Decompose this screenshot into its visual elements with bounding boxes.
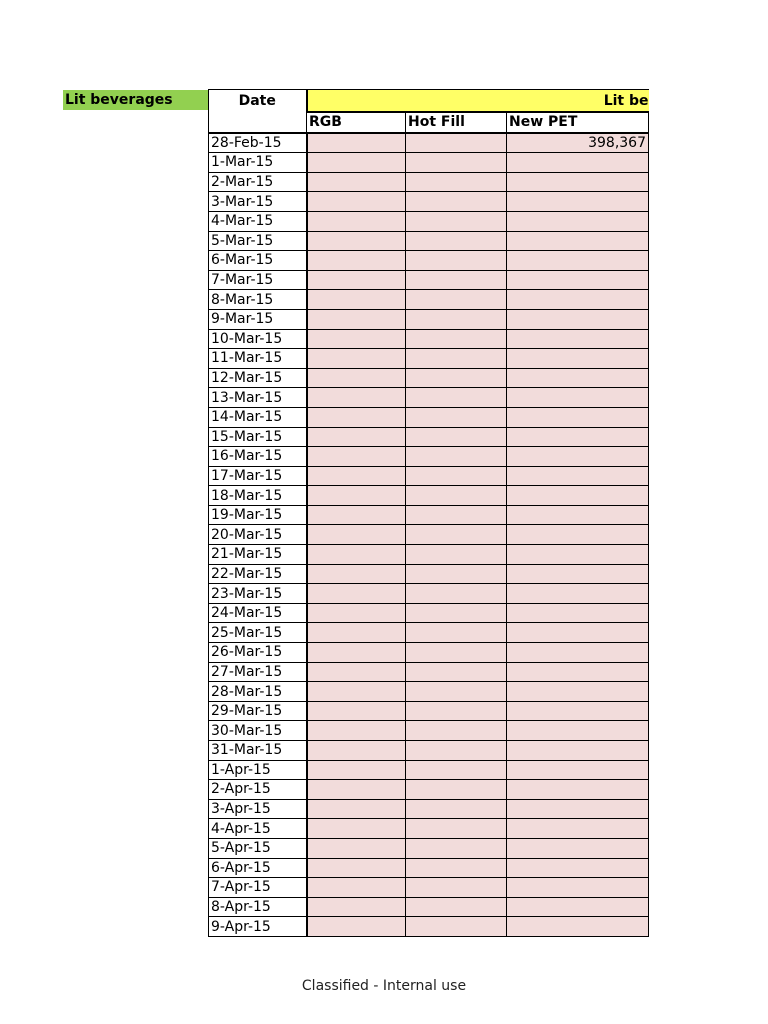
new-pet-cell[interactable] bbox=[507, 819, 649, 839]
date-cell: 2-Mar-15 bbox=[209, 172, 307, 192]
table-row bbox=[209, 251, 649, 271]
date-cell: 1-Apr-15 bbox=[209, 760, 307, 780]
date-cell: 6-Mar-15 bbox=[209, 251, 307, 271]
new-pet-cell[interactable] bbox=[507, 525, 649, 545]
hot-fill-cell[interactable] bbox=[406, 290, 507, 310]
date-cell: 9-Mar-15 bbox=[209, 309, 307, 329]
hot-fill-cell[interactable] bbox=[406, 486, 507, 506]
rgb-cell[interactable] bbox=[307, 682, 406, 702]
rgb-cell[interactable] bbox=[307, 819, 406, 839]
new-pet-cell[interactable] bbox=[507, 545, 649, 565]
date-cell: 27-Mar-15 bbox=[209, 662, 307, 682]
date-cell: 9-Apr-15 bbox=[209, 917, 307, 937]
date-cell: 5-Mar-15 bbox=[209, 231, 307, 251]
rgb-cell[interactable] bbox=[307, 623, 406, 643]
new-pet-cell[interactable] bbox=[507, 623, 649, 643]
date-cell: 11-Mar-15 bbox=[209, 349, 307, 369]
new-pet-cell[interactable] bbox=[507, 760, 649, 780]
hot-fill-cell[interactable] bbox=[406, 917, 507, 937]
hot-fill-cell[interactable] bbox=[406, 466, 507, 486]
rgb-cell[interactable] bbox=[307, 349, 406, 369]
group-header-lit-beverages: Lit be bbox=[307, 90, 649, 113]
date-cell: 2-Apr-15 bbox=[209, 780, 307, 800]
date-cell: 26-Mar-15 bbox=[209, 643, 307, 663]
date-cell: 10-Mar-15 bbox=[209, 329, 307, 349]
date-cell: 20-Mar-15 bbox=[209, 525, 307, 545]
new-pet-cell[interactable] bbox=[507, 290, 649, 310]
rgb-cell[interactable] bbox=[307, 427, 406, 447]
table-row bbox=[209, 799, 649, 819]
table-row bbox=[209, 172, 649, 192]
new-pet-cell[interactable] bbox=[507, 780, 649, 800]
new-pet-cell[interactable] bbox=[507, 211, 649, 231]
date-cell: 31-Mar-15 bbox=[209, 741, 307, 761]
new-pet-cell[interactable] bbox=[507, 447, 649, 467]
date-cell: 18-Mar-15 bbox=[209, 486, 307, 506]
table-row bbox=[209, 290, 649, 310]
hot-fill-cell[interactable] bbox=[406, 682, 507, 702]
hot-fill-cell[interactable] bbox=[406, 897, 507, 917]
date-cell: 19-Mar-15 bbox=[209, 505, 307, 525]
date-cell: 4-Apr-15 bbox=[209, 819, 307, 839]
column-header-hot-fill: Hot Fill bbox=[406, 112, 507, 133]
new-pet-cell[interactable] bbox=[507, 917, 649, 937]
table-row bbox=[209, 525, 649, 545]
date-header: Date bbox=[209, 90, 307, 113]
rgb-cell[interactable] bbox=[307, 878, 406, 898]
hot-fill-cell[interactable] bbox=[406, 878, 507, 898]
rgb-cell[interactable] bbox=[307, 231, 406, 251]
table-row bbox=[209, 447, 649, 467]
rgb-cell[interactable] bbox=[307, 505, 406, 525]
table-row bbox=[209, 701, 649, 721]
table-row bbox=[209, 368, 649, 388]
date-header-blank bbox=[209, 112, 307, 133]
table-row bbox=[209, 623, 649, 643]
table-row bbox=[209, 760, 649, 780]
table-row bbox=[209, 643, 649, 663]
rgb-cell[interactable] bbox=[307, 486, 406, 506]
hot-fill-cell[interactable] bbox=[406, 799, 507, 819]
table-row bbox=[209, 858, 649, 878]
rgb-cell[interactable] bbox=[307, 838, 406, 858]
hot-fill-cell[interactable] bbox=[406, 447, 507, 467]
hot-fill-cell[interactable] bbox=[406, 211, 507, 231]
new-pet-cell[interactable] bbox=[507, 897, 649, 917]
table-row bbox=[209, 897, 649, 917]
date-cell: 23-Mar-15 bbox=[209, 584, 307, 604]
hot-fill-cell[interactable] bbox=[406, 407, 507, 427]
table-row bbox=[209, 505, 649, 525]
table-row bbox=[209, 545, 649, 565]
rgb-cell[interactable] bbox=[307, 643, 406, 663]
hot-fill-cell[interactable] bbox=[406, 349, 507, 369]
hot-fill-cell[interactable] bbox=[406, 545, 507, 565]
hot-fill-cell[interactable] bbox=[406, 858, 507, 878]
rgb-cell[interactable] bbox=[307, 780, 406, 800]
new-pet-cell[interactable] bbox=[507, 741, 649, 761]
hot-fill-cell[interactable] bbox=[406, 603, 507, 623]
hot-fill-cell[interactable] bbox=[406, 760, 507, 780]
new-pet-cell[interactable] bbox=[507, 799, 649, 819]
hot-fill-cell[interactable] bbox=[406, 584, 507, 604]
date-cell: 17-Mar-15 bbox=[209, 466, 307, 486]
date-cell: 14-Mar-15 bbox=[209, 407, 307, 427]
rgb-cell[interactable] bbox=[307, 917, 406, 937]
rgb-cell[interactable] bbox=[307, 545, 406, 565]
date-cell: 21-Mar-15 bbox=[209, 545, 307, 565]
hot-fill-cell[interactable] bbox=[406, 623, 507, 643]
date-cell: 24-Mar-15 bbox=[209, 603, 307, 623]
new-pet-cell[interactable] bbox=[507, 309, 649, 329]
table-row bbox=[209, 466, 649, 486]
hot-fill-cell[interactable] bbox=[406, 721, 507, 741]
date-cell: 4-Mar-15 bbox=[209, 211, 307, 231]
hot-fill-cell[interactable] bbox=[406, 368, 507, 388]
new-pet-cell[interactable] bbox=[507, 153, 649, 173]
new-pet-cell[interactable] bbox=[507, 251, 649, 271]
column-header-new-pet: New PET bbox=[507, 112, 649, 133]
table-row bbox=[209, 917, 649, 937]
rgb-cell[interactable] bbox=[307, 290, 406, 310]
date-cell: 15-Mar-15 bbox=[209, 427, 307, 447]
hot-fill-cell[interactable] bbox=[406, 427, 507, 447]
hot-fill-cell[interactable] bbox=[406, 251, 507, 271]
new-pet-cell[interactable] bbox=[507, 466, 649, 486]
table-row bbox=[209, 153, 649, 173]
hot-fill-cell[interactable] bbox=[406, 309, 507, 329]
table-row bbox=[209, 564, 649, 584]
rgb-cell[interactable] bbox=[307, 564, 406, 584]
new-pet-cell[interactable] bbox=[507, 838, 649, 858]
date-cell: 7-Mar-15 bbox=[209, 270, 307, 290]
table-row bbox=[209, 211, 649, 231]
hot-fill-cell[interactable] bbox=[406, 133, 507, 153]
new-pet-cell[interactable] bbox=[507, 231, 649, 251]
new-pet-cell[interactable] bbox=[507, 407, 649, 427]
rgb-cell[interactable] bbox=[307, 447, 406, 467]
spreadsheet-table-viewport bbox=[208, 89, 649, 937]
hot-fill-cell[interactable] bbox=[406, 192, 507, 212]
new-pet-cell[interactable] bbox=[507, 486, 649, 506]
rgb-cell[interactable] bbox=[307, 133, 406, 153]
column-header-row bbox=[209, 112, 649, 133]
new-pet-cell[interactable] bbox=[507, 643, 649, 663]
date-cell: 6-Apr-15 bbox=[209, 858, 307, 878]
date-cell: 12-Mar-15 bbox=[209, 368, 307, 388]
date-cell: 29-Mar-15 bbox=[209, 701, 307, 721]
hot-fill-cell[interactable] bbox=[406, 388, 507, 408]
rgb-cell[interactable] bbox=[307, 309, 406, 329]
date-cell: 3-Apr-15 bbox=[209, 799, 307, 819]
date-cell: 28-Feb-15 bbox=[209, 133, 307, 153]
hot-fill-cell[interactable] bbox=[406, 780, 507, 800]
rgb-cell[interactable] bbox=[307, 251, 406, 271]
hot-fill-cell[interactable] bbox=[406, 741, 507, 761]
date-cell: 25-Mar-15 bbox=[209, 623, 307, 643]
hot-fill-cell[interactable] bbox=[406, 172, 507, 192]
table-body bbox=[209, 133, 649, 937]
new-pet-cell[interactable] bbox=[507, 603, 649, 623]
date-cell: 22-Mar-15 bbox=[209, 564, 307, 584]
new-pet-cell[interactable] bbox=[507, 270, 649, 290]
new-pet-cell[interactable] bbox=[507, 564, 649, 584]
date-cell: 5-Apr-15 bbox=[209, 838, 307, 858]
column-header-rgb: RGB bbox=[307, 112, 406, 133]
date-cell: 1-Mar-15 bbox=[209, 153, 307, 173]
rgb-cell[interactable] bbox=[307, 584, 406, 604]
new-pet-cell[interactable] bbox=[507, 662, 649, 682]
table-row bbox=[209, 662, 649, 682]
hot-fill-cell[interactable] bbox=[406, 701, 507, 721]
rgb-cell[interactable] bbox=[307, 172, 406, 192]
table-row bbox=[209, 721, 649, 741]
hot-fill-cell[interactable] bbox=[406, 643, 507, 663]
date-cell: 13-Mar-15 bbox=[209, 388, 307, 408]
table-row bbox=[209, 270, 649, 290]
table-row bbox=[209, 878, 649, 898]
new-pet-cell[interactable]: 398,367 bbox=[507, 133, 649, 153]
rgb-cell[interactable] bbox=[307, 799, 406, 819]
hot-fill-cell[interactable] bbox=[406, 662, 507, 682]
hot-fill-cell[interactable] bbox=[406, 819, 507, 839]
hot-fill-cell[interactable] bbox=[406, 564, 507, 584]
table-row bbox=[209, 486, 649, 506]
new-pet-cell[interactable] bbox=[507, 878, 649, 898]
hot-fill-cell[interactable] bbox=[406, 153, 507, 173]
sheet-side-label: Lit beverages bbox=[63, 90, 209, 110]
rgb-cell[interactable] bbox=[307, 721, 406, 741]
table-row bbox=[209, 329, 649, 349]
rgb-cell[interactable] bbox=[307, 329, 406, 349]
table-row bbox=[209, 231, 649, 251]
rgb-cell[interactable] bbox=[307, 525, 406, 545]
new-pet-cell[interactable] bbox=[507, 172, 649, 192]
rgb-cell[interactable] bbox=[307, 368, 406, 388]
rgb-cell[interactable] bbox=[307, 153, 406, 173]
rgb-cell[interactable] bbox=[307, 388, 406, 408]
new-pet-cell[interactable] bbox=[507, 682, 649, 702]
date-cell: 16-Mar-15 bbox=[209, 447, 307, 467]
spreadsheet-table bbox=[208, 89, 649, 937]
rgb-cell[interactable] bbox=[307, 701, 406, 721]
new-pet-cell[interactable] bbox=[507, 192, 649, 212]
new-pet-cell[interactable] bbox=[507, 427, 649, 447]
date-cell: 30-Mar-15 bbox=[209, 721, 307, 741]
table-row bbox=[209, 819, 649, 839]
table-row bbox=[209, 584, 649, 604]
new-pet-cell[interactable] bbox=[507, 329, 649, 349]
hot-fill-cell[interactable] bbox=[406, 329, 507, 349]
new-pet-cell[interactable] bbox=[507, 701, 649, 721]
table-row bbox=[209, 427, 649, 447]
new-pet-cell[interactable] bbox=[507, 505, 649, 525]
new-pet-cell[interactable] bbox=[507, 721, 649, 741]
rgb-cell[interactable] bbox=[307, 897, 406, 917]
table-row bbox=[209, 780, 649, 800]
table-row bbox=[209, 741, 649, 761]
date-cell: 28-Mar-15 bbox=[209, 682, 307, 702]
rgb-cell[interactable] bbox=[307, 211, 406, 231]
date-cell: 8-Mar-15 bbox=[209, 290, 307, 310]
rgb-cell[interactable] bbox=[307, 192, 406, 212]
rgb-cell[interactable] bbox=[307, 662, 406, 682]
rgb-cell[interactable] bbox=[307, 858, 406, 878]
new-pet-cell[interactable] bbox=[507, 349, 649, 369]
hot-fill-cell[interactable] bbox=[406, 231, 507, 251]
table-row bbox=[209, 388, 649, 408]
new-pet-cell[interactable] bbox=[507, 388, 649, 408]
new-pet-cell[interactable] bbox=[507, 584, 649, 604]
hot-fill-cell[interactable] bbox=[406, 525, 507, 545]
date-cell: 3-Mar-15 bbox=[209, 192, 307, 212]
table-row bbox=[209, 349, 649, 369]
table-row bbox=[209, 192, 649, 212]
hot-fill-cell[interactable] bbox=[406, 505, 507, 525]
rgb-cell[interactable] bbox=[307, 407, 406, 427]
rgb-cell[interactable] bbox=[307, 466, 406, 486]
table-row bbox=[209, 838, 649, 858]
group-header-row bbox=[209, 90, 649, 113]
table-row bbox=[209, 309, 649, 329]
table-row bbox=[209, 603, 649, 623]
rgb-cell[interactable] bbox=[307, 741, 406, 761]
table-row bbox=[209, 407, 649, 427]
rgb-cell[interactable] bbox=[307, 603, 406, 623]
hot-fill-cell[interactable] bbox=[406, 838, 507, 858]
new-pet-cell[interactable] bbox=[507, 368, 649, 388]
date-cell: 7-Apr-15 bbox=[209, 878, 307, 898]
rgb-cell[interactable] bbox=[307, 760, 406, 780]
table-row bbox=[209, 682, 649, 702]
table-row bbox=[209, 133, 649, 153]
hot-fill-cell[interactable] bbox=[406, 270, 507, 290]
new-pet-cell[interactable] bbox=[507, 858, 649, 878]
classification-footer: Classified - Internal use bbox=[301, 978, 467, 994]
date-cell: 8-Apr-15 bbox=[209, 897, 307, 917]
rgb-cell[interactable] bbox=[307, 270, 406, 290]
